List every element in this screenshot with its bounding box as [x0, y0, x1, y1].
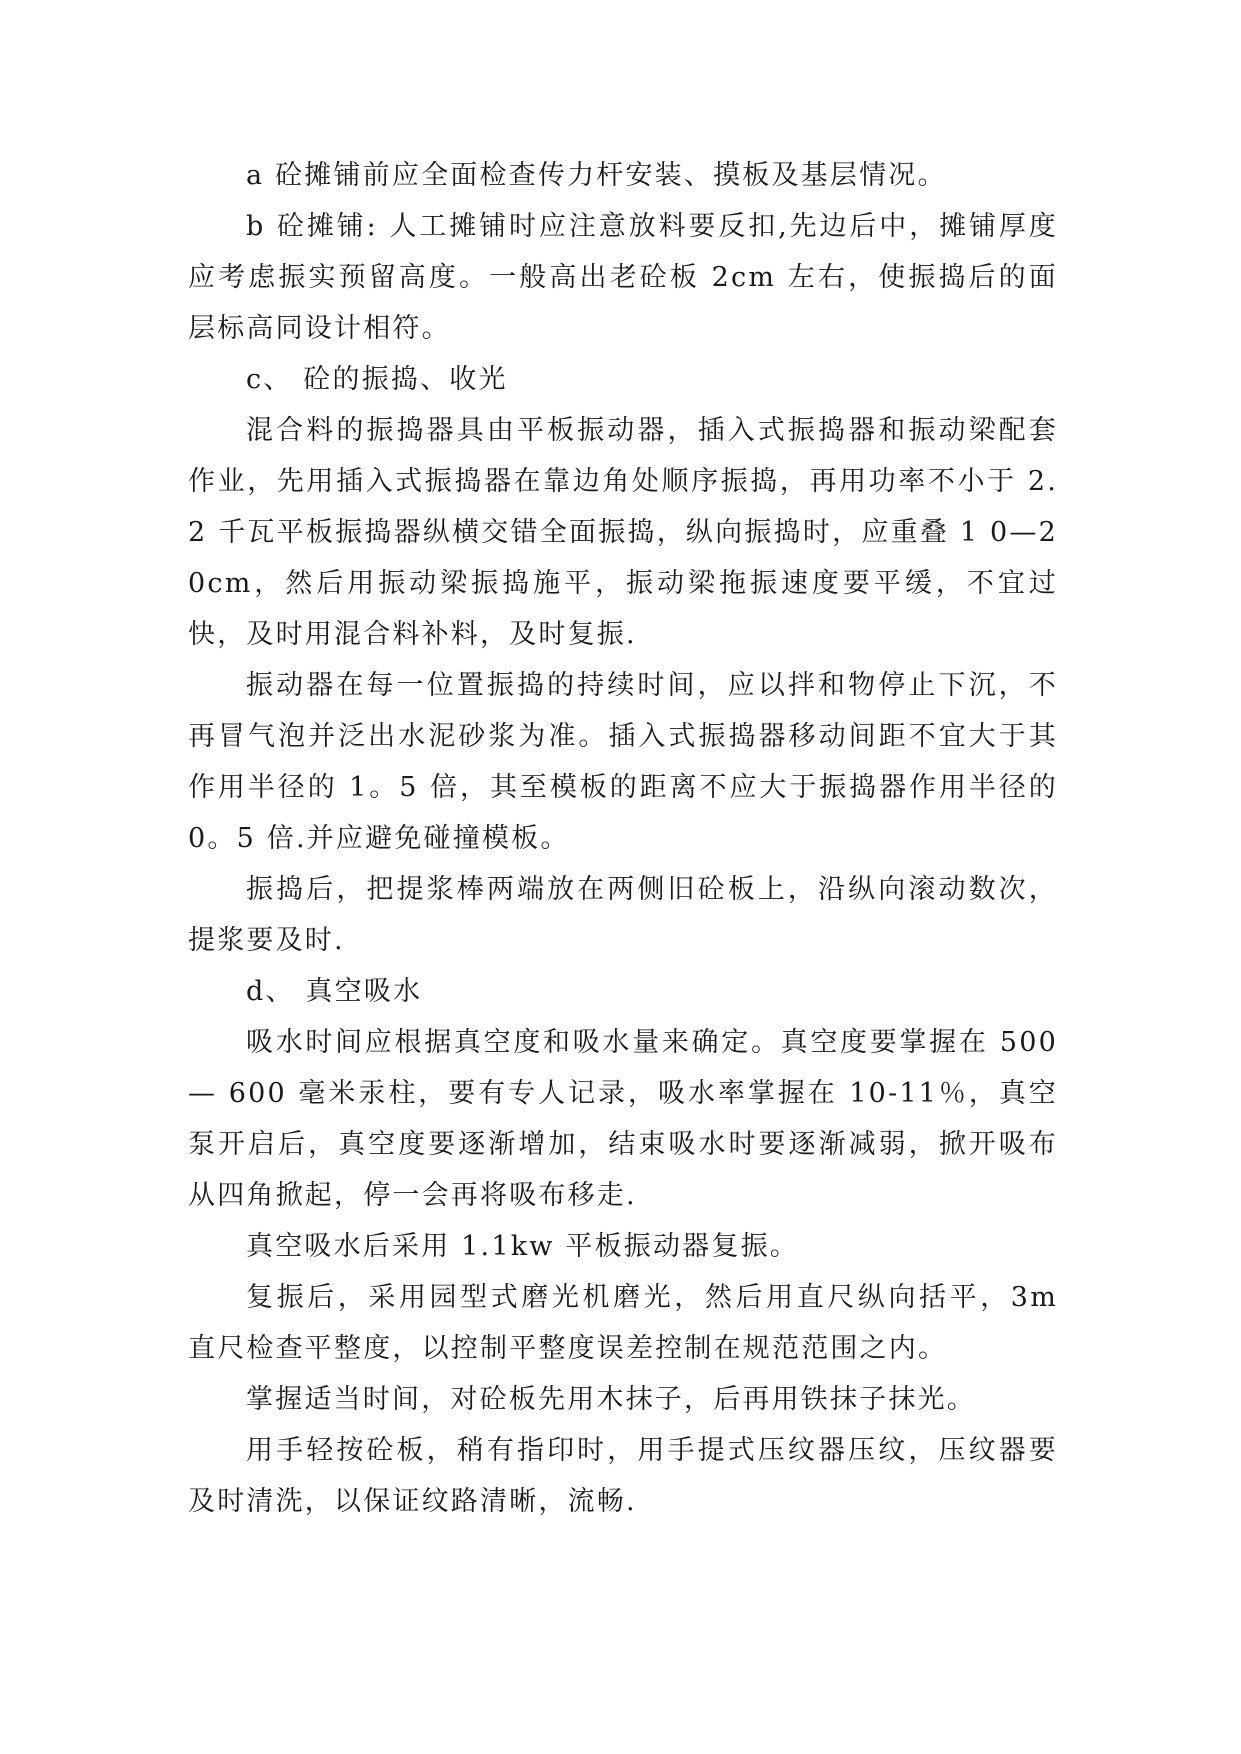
- paragraph-vibration-equipment: 混合料的振捣器具由平板振动器，插入式振捣器和振动梁配套作业，先用插入式振捣器在靠边角处顺序振捣，再用功率不小于 2. 2 千瓦平板振捣器纵横交错全面振捣，纵向振捣时，应重叠 1 0—20cm，然后用振动梁振捣施平，振动梁拖振速度要平缓，不宜过快，及时用混合料补料，及时复振.: [188, 415, 1069, 650]
- paragraph-vacuum-time: 吸水时间应根据真空度和吸水量来确定。真空度要掌握在 500— 600 毫米汞柱，要有专人记录，吸水率掌握在 10-11％，真空泵开启后，真空度要逐渐增加，结束吸水时要逐渐减弱，掀开吸布从四角掀起，停一会再将吸布移走.: [188, 1027, 1058, 1211]
- paragraph-vibration-duration: 振动器在每一位置振捣的持续时间，应以拌和物停止下沉，不再冒气泡并泛出水泥砂浆为准。插入式振捣器移动间距不宜大于其作用半径的 1。5 倍，其至模板的距离不应大于振捣器作用半径的 0。5 倍.并应避免碰撞模板。: [188, 670, 1069, 854]
- paragraph-texturing: 用手轻按砼板，稍有指印时，用手提式压纹器压纹，压纹器要及时清洗，以保证纹路清晰，流畅.: [188, 1435, 1058, 1517]
- paragraph-revibration: 真空吸水后采用 1.1kw 平板振动器复振。: [246, 1231, 799, 1262]
- heading-c-vibration: c、 砼的振捣、收光: [246, 364, 508, 395]
- paragraph-slurry-bar: 振捣后，把提浆棒两端放在两侧旧砼板上，沿纵向滚动数次，提浆要及时.: [188, 874, 1058, 956]
- paragraph-a-inspection: a 砼摊铺前应全面检查传力杆安装、摸板及基层情况。: [246, 160, 947, 191]
- paragraph-b-paving: b 砼摊铺: 人工摊铺时应注意放料要反扣,先边后中，摊铺厚度应考虑振实预留高度。一般高出老砼板 2cm 左右，使振捣后的面层标高同设计相符。: [188, 211, 1058, 344]
- document-page: [188, 150, 1069, 1527]
- heading-d-vacuum: d、 真空吸水: [246, 976, 423, 1007]
- paragraph-troweling: 掌握适当时间，对砼板先用木抹子，后再用铁抹子抹光。: [246, 1384, 976, 1415]
- paragraph-polishing: 复振后，采用园型式磨光机磨光，然后用直尺纵向括平，3m 直尺检查平整度，以控制平整度误差控制在规范范围之内。: [188, 1282, 1069, 1364]
